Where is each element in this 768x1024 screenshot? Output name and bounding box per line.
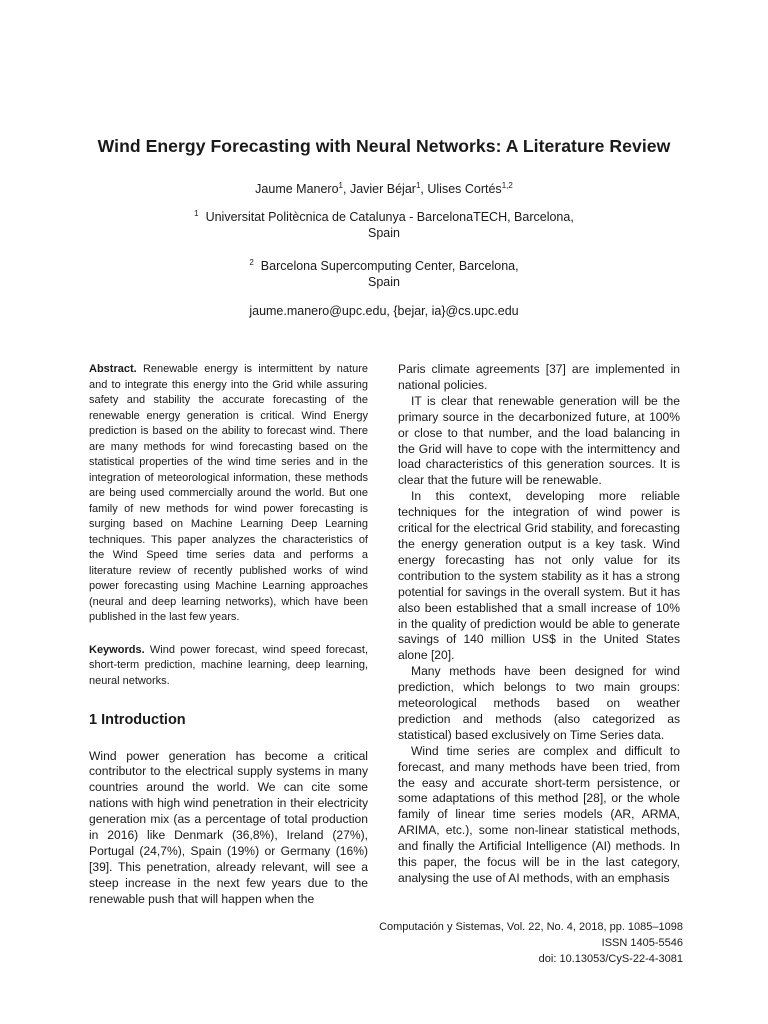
page-footer [379,919,683,967]
affiliation-mark: 2 [249,258,254,267]
keywords-text: Wind power forecast, wind speed forecast, short-term prediction, machine learning, deep learning, neural networks. [89,643,368,687]
issn: ISSN 1405-5546 [601,937,683,949]
author-emails: jaume.manero@upc.edu, {bejar, ia}@cs.upc.edu [249,304,519,318]
affiliation-text: Barcelona Supercomputing Center, Barcelona, [260,259,519,273]
body-paragraph: In this context, developing more reliable techniques for the integration of wind power is critical for the electrical Grid stability, and forecasting the energy generation output is a key task. Wind energy forecasting has not only value for its contribution to the system stability as it has a strong potential for savings in the overall system. But it has also been established that a small increase of 10% in the quality of prediction would be able to generate savings of 140 million US$ in the United States alone [20]. [398,489,680,663]
affiliation-text: Universitat Politècnica de Catalunya - BarcelonaTECH, Barcelona, [205,210,574,224]
right-column [398,362,680,887]
affiliation-text: Spain [368,226,400,240]
keywords-label: Keywords. [89,643,145,656]
affiliation-mark: 1 [194,209,199,218]
abstract [89,362,368,626]
abstract-label: Abstract. [89,363,137,375]
body-paragraph: Paris climate agreements [37] are implemented in national policies. [398,362,680,392]
abstract-text: Renewable energy is intermittent by nature and to integrate this energy into the Grid while assuring safety and stability the accurate forecasting of the renewable energy generation is critical. Wind Energy prediction is based on the ability to forecast wind. There are many methods for wind forecasting based on the statistical properties of the wind time series and in the integration of meteorological information, these methods are being used commercially around the world. But one family of new methods for wind power forecasting is surging based on Machine Learning Deep Learning techniques. This paper analyzes the characteristics of the Wind Speed time series data and performs a literature review of recently published works of wind power forecasting using Machine Learning approaches (neural and deep learning networks), which have been published in the last few years. [89,363,368,623]
author-affiliation-mark: 1 [338,181,343,190]
journal-citation: Computación y Sistemas, Vol. 22, No. 4, 2018, pp. 1085–1098 [379,921,683,933]
author-affiliation-mark: 1,2 [501,181,513,190]
paper-title: Wind Energy Forecasting with Neural Networks: A Literature Review [97,136,671,156]
author-list: Jaume Manero$^1$, Javier Béjar$^1$, Ulises Cortés$^{1,2}$ [255,181,513,196]
author-name: Javier Béjar [349,182,416,196]
left-column [89,362,368,908]
body-paragraph: Wind time series are complex and difficult to forecast, and many methods have been tried, from the easy and accurate short-term persistence, or some adaptations of this method [28], or the whole family of linear time series models (AR, ARMA, ARIMA, etc.), some non-linear statistical methods, and finally the Artificial Intelligence (AI) methods. In this paper, the focus will be in the last category, analysing the use of AI methods, with an emphasis [398,743,680,885]
body-paragraph: IT is clear that renewable generation will be the primary source in the decarbonized future, at 100% or close to that number, and the load balancing in the Grid will have to cope with the intermittency and load characteristics of this generation sources. It is clear that the future will be renewable. [398,393,680,488]
affiliation-text: Spain [368,275,400,289]
keywords [89,643,368,690]
body-paragraph: Wind power generation has become a critical contributor to the electrical supply systems in many countries around the world. We can cite some nations with high wind penetration in their electricity generation mix (as a percentage of total production in 2016) like Denmark (36,8%), Ireland (27%), Portugal (24,7%), Spain (19%) or Germany (16%) [39]. This penetration, already relevant, will see a steep increase in the next few years due to the renewable push that will happen when the [89,748,368,906]
section-heading: 1 Introduction [89,712,186,728]
author-name: Jaume Manero [255,182,339,196]
author-name: Ulises Cortés [427,182,502,196]
body-paragraph: Many methods have been designed for wind prediction, which belongs to two main groups: meteorological methods based on weather prediction and methods (also categorized as statistical) based exclusively on Time Series data. [398,664,680,742]
author-affiliation-mark: 1 [415,181,421,190]
doi: doi: 10.13053/CyS-22-4-3081 [538,953,683,965]
